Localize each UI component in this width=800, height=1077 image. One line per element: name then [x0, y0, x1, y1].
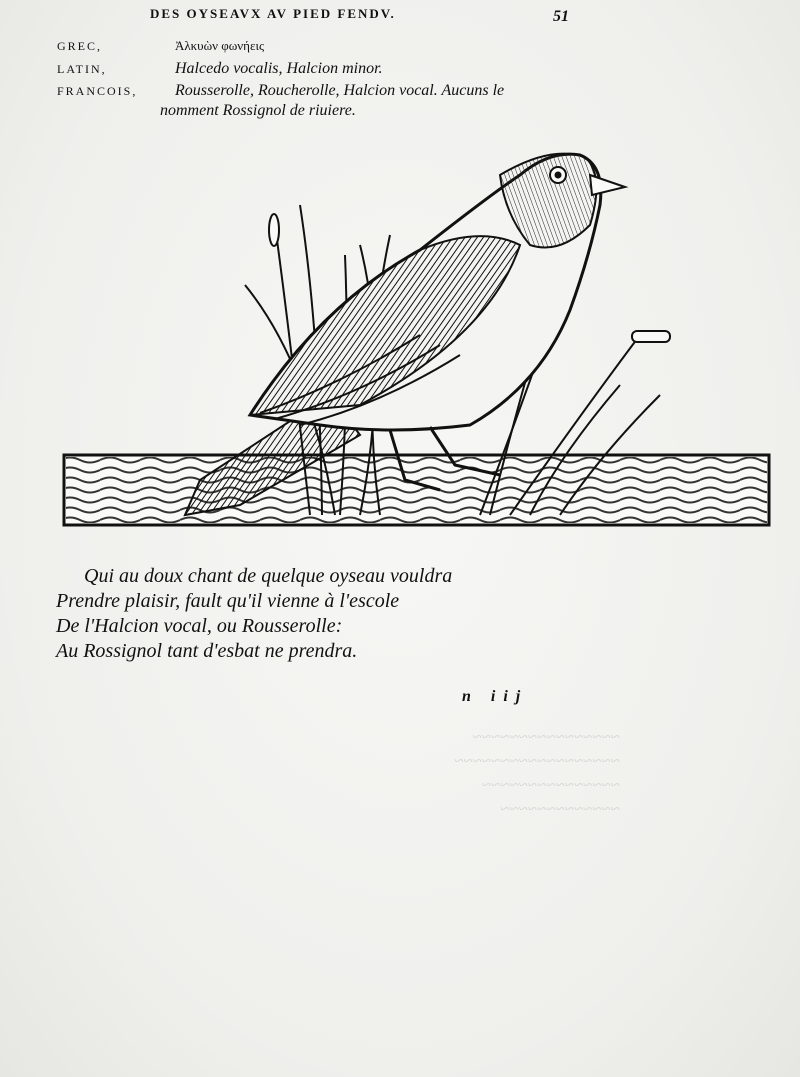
name-value: Ἀλκυὼν φωνήεις	[175, 38, 265, 53]
name-label: LATIN,	[57, 62, 107, 76]
name-row-french	[57, 82, 617, 104]
verse-line: Au Rossignol tant d'esbat ne prendra.	[56, 640, 358, 662]
signature-mark: n iij	[462, 688, 529, 705]
name-row-greek	[57, 38, 617, 60]
name-label: FRANCOIS,	[57, 84, 138, 98]
verse-line: Prendre plaisir, fault qu'il vienne à l'escole	[56, 590, 400, 612]
name-value: Halcedo vocalis, Halcion minor.	[175, 60, 383, 77]
running-head: DES OYSEAVX AV PIED FENDV.	[150, 6, 396, 21]
show-through-text: ~~~~~~~~~~~~~~~~ ~~~~~~~~~~~~~~~~~~ ~~~~~~~~~~~~~~~ ~~~~~~~~~~~~~	[454, 727, 620, 818]
name-continuation: nomment Rossignol de riuiere.	[160, 102, 356, 119]
verse-line: De l'Halcion vocal, ou Rousserolle:	[56, 615, 343, 637]
page-number: 51	[553, 8, 569, 25]
verse-line: Qui au doux chant de quelque oyseau vouldra	[84, 565, 453, 587]
name-row-latin	[57, 60, 617, 82]
verse	[56, 564, 576, 664]
bird-woodcut-icon	[60, 135, 775, 530]
name-value: Rousserolle, Roucherolle, Halcion vocal. Aucuns le	[175, 82, 505, 99]
bird-names	[57, 38, 617, 120]
name-label: GREC,	[57, 39, 103, 53]
